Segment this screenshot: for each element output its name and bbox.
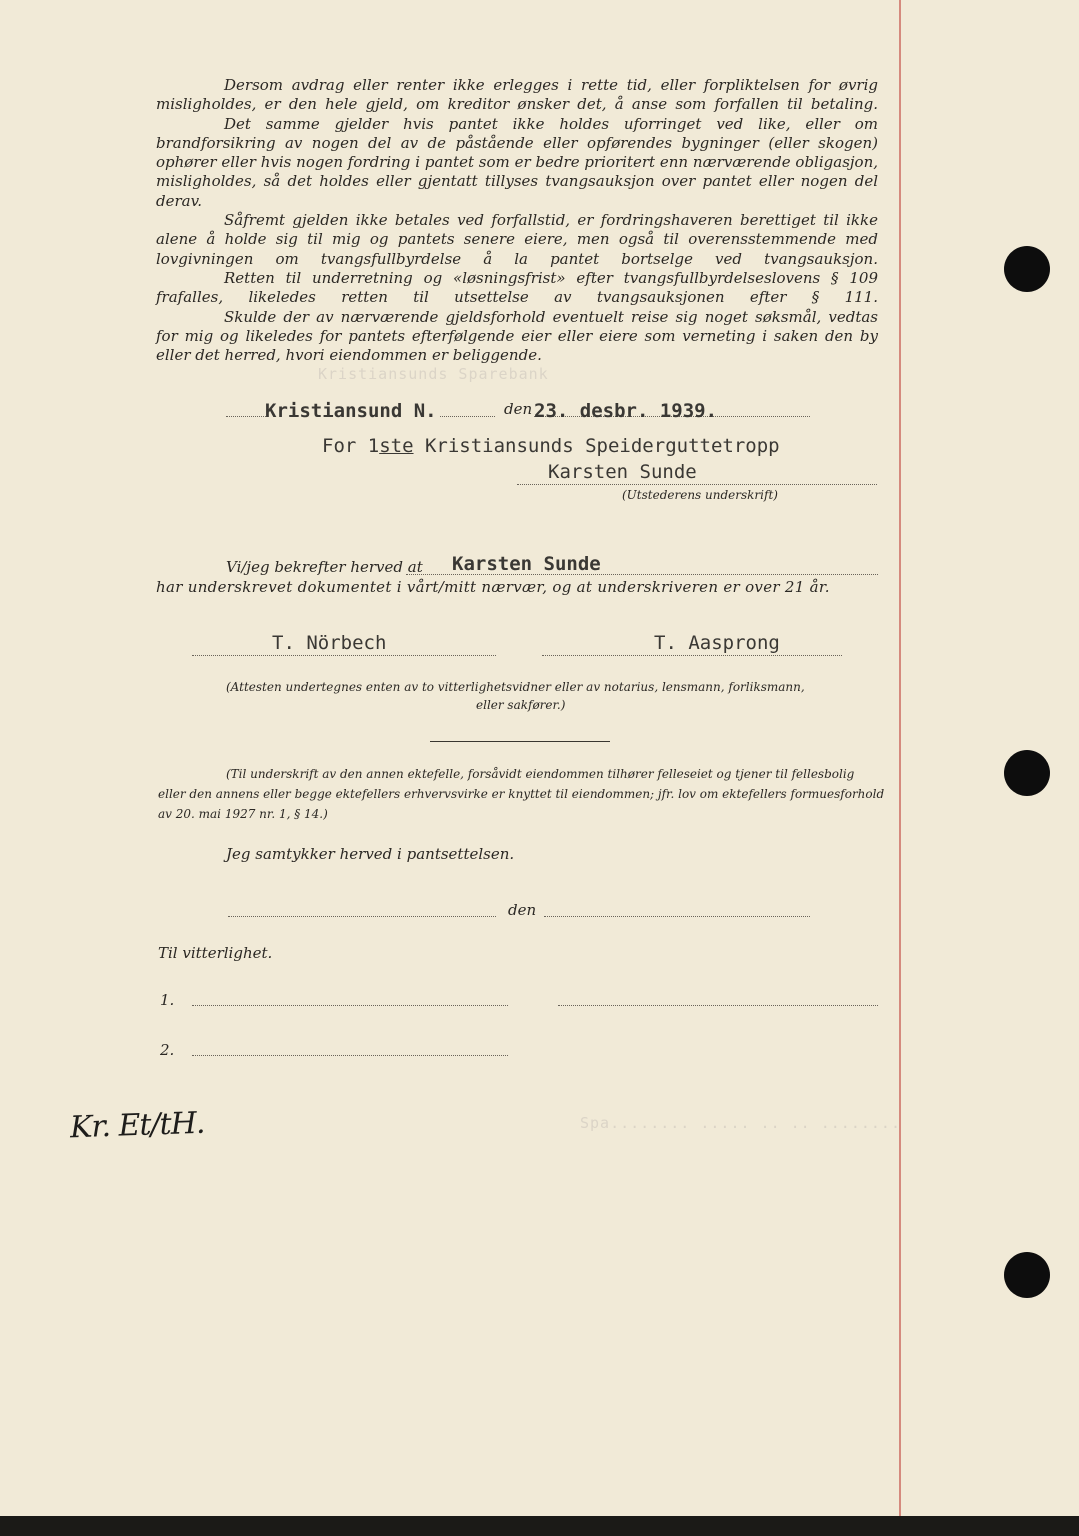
- witness-1-signature: T. Nörbech: [272, 632, 387, 654]
- punch-hole: [1004, 246, 1050, 292]
- scan-edge: [0, 1516, 1079, 1536]
- bleed-through: Kristiansunds Sparebank: [318, 365, 549, 383]
- spouse-note: av 20. mai 1927 nr. 1, § 14.): [158, 807, 328, 821]
- signature-caption: (Utstederens underskrift): [622, 488, 778, 502]
- bleed-through: Spa........ ..... .. .. ........: [580, 1114, 901, 1132]
- witness-number: 2.: [160, 1041, 175, 1059]
- attest-note: (Attesten undertegnes enten av to vitterlighetsvidner eller av notarius, lensmann, forliksmann,: [226, 680, 805, 694]
- terms-paragraph: Skulde der av nærværende gjeldsforhold eventuelt reise sig noget søksmål, vedtas for mig og likeledes for pantets efterfølgende eier eller eiere som verneting i saken den by eller det herred, hvori eiendommen er beliggende.: [156, 307, 878, 365]
- place-value: Kristiansund N.: [265, 400, 437, 422]
- terms-paragraph: Det samme gjelder hvis pantet ikke holdes uforringet ved like, eller om brandforsikring av nogen del av de påstående eller opførendes bygninger (eller skogen) ophører eller hvis nogen fordring i pantet som er bedre prioritert enn nærværende obligasjon, misligholdes, så det holdes eller gjentatt tillyses tvangsauksjon over pantet eller nogen del derav.: [156, 114, 878, 210]
- confirm-prefix: Vi/jeg bekrefter herved at: [226, 558, 423, 576]
- den-label: den: [504, 400, 533, 418]
- confirm-text: har underskrevet dokumentet i vårt/mitt nærvær, og at underskriveren er over 21 år.: [156, 578, 830, 596]
- dotted-line: [440, 416, 495, 417]
- dotted-line: [192, 1055, 508, 1056]
- terms-paragraph: Dersom avdrag eller renter ikke erlegges i rette tid, eller forpliktelsen for øvrig misligholdes, er den hele gjeld, om kreditor ønsker det, å anse som forfallen til betaling.: [156, 76, 878, 114]
- spouse-note: (Til underskrift av den annen ektefelle, forsåvidt eiendommen tilhører felleseiet og tjener til fellesbolig: [226, 767, 855, 781]
- dotted-line: [558, 1005, 878, 1006]
- confirmed-name: Karsten Sunde: [452, 553, 601, 575]
- signature-line: [517, 484, 877, 485]
- signatory-organization: For 1ste Kristiansunds Speiderguttetropp: [322, 435, 780, 457]
- witness-number: 1.: [160, 991, 175, 1009]
- separator-line: [430, 741, 610, 742]
- witness-2-signature: T. Aasprong: [654, 632, 780, 654]
- handwritten-annotation: Kr. Et/tH.: [69, 1105, 205, 1146]
- punch-hole: [1004, 750, 1050, 796]
- punch-hole: [1004, 1252, 1050, 1298]
- terms-text: [156, 76, 878, 365]
- terms-paragraph: Såfremt gjelden ikke betales ved forfallstid, er fordringshaveren berettiget til ikke alene å holde sig til mig og pantets senere eiere, men også til overensstemmende med lovgivningen om tvangsfullbyrdelse å la pantet bortselge ved tvangsauksjon.: [156, 211, 878, 268]
- til-vitterlighet-label: Til vitterlighet.: [158, 944, 273, 962]
- witness-2-line: [542, 655, 842, 656]
- dotted-line: [228, 916, 496, 917]
- witness-1-line: [192, 655, 496, 656]
- spouse-note: eller den annens eller begge ektefellers erhvervsvirke er knyttet til eiendommen; jfr. lov om ektefellers formuesforhold: [158, 787, 885, 801]
- consent-text: Jeg samtykker herved i pantsettelsen.: [226, 845, 515, 863]
- terms-paragraph: Retten til underretning og «løsningsfrist» efter tvangsfullbyrdelseslovens § 109 frafalles, likeledes retten til utsettelse av tvangsauksjonen efter § 111.: [156, 268, 878, 307]
- dotted-line: [192, 1005, 508, 1006]
- dotted-line: [544, 916, 810, 917]
- date-value: 23. desbr. 1939.: [534, 400, 718, 422]
- attest-note: eller sakfører.): [476, 698, 566, 712]
- den-label: den: [508, 901, 537, 919]
- dotted-line: [226, 416, 266, 417]
- issuer-signature: Karsten Sunde: [548, 461, 697, 483]
- margin-rule: [899, 0, 901, 1516]
